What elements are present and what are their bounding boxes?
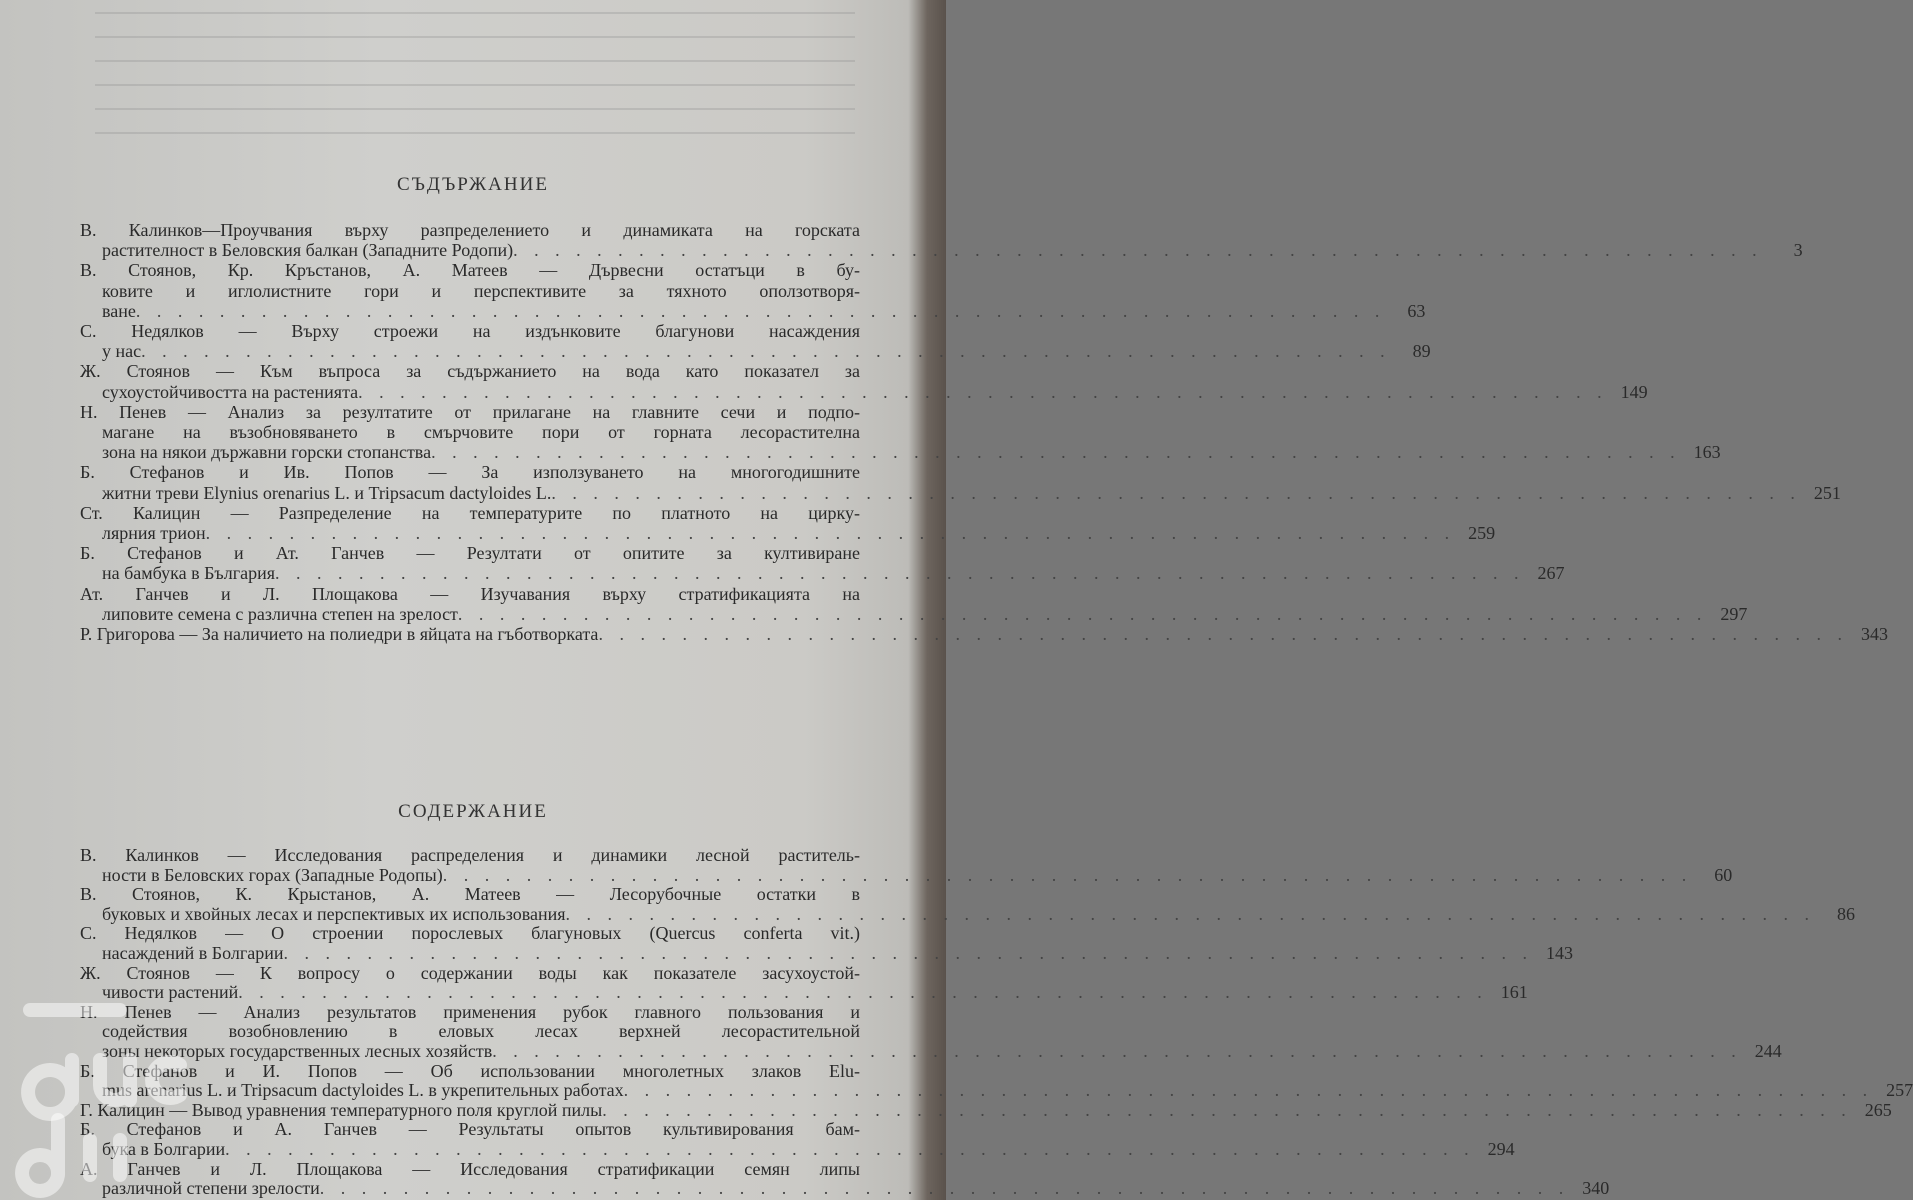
toc-entry-text: зона на някои държавни горски стопанства: [102, 442, 432, 463]
dot-leader: . . . . . . . . . . . . . . . . . . . . . . . . . . . . . . . . . . . . . . . . . . . . . . . . . . . . . . . . . . . .: [283, 942, 1534, 963]
toc-page-number: 89: [1412, 341, 1431, 362]
toc-entry-line: [80, 462, 860, 482]
dot-leader: . . . . . . . . . . . . . . . . . . . . . . . . . . . . . . . . . . . . . . . . . . . . . . . . . . . . . . . . . . . .: [565, 903, 1815, 924]
toc-page-number: 86: [1837, 903, 1855, 924]
toc-entry-text: Г. Калицин — Вывод уравнения температурного поля круглой пилы: [80, 1099, 603, 1120]
toc-entry-line: [80, 1099, 1892, 1121]
dot-leader: . . . . . . . . . . . . . . . . . . . . . . . . . . . . . . . . . . . . . . . . . . . . . . . . . . . . . . . . . . . .: [623, 1080, 1874, 1101]
toc-entry-line: [80, 563, 1565, 584]
toc-entry[interactable]: [80, 1099, 1892, 1121]
toc-entry-text: житни треви Elynius orenarius L. и Tripsacum dactyloides L.: [102, 482, 552, 503]
bleed-through-line: [95, 36, 855, 38]
toc-entry-line: [80, 982, 1528, 1003]
toc-entry-line: [80, 503, 860, 523]
toc-entry-line: [80, 1003, 860, 1023]
toc-entry-text: зоны некоторых государственных лесных хозяйств: [102, 1040, 493, 1061]
dot-leader: . . . . . . . . . . . . . . . . . . . . . . . . . . . . . . . . . . . . . . . . . . . . . . . . . . . . . . . . . . . .: [598, 624, 1848, 645]
dot-leader: . . . . . . . . . . . . . . . . . . . . . . . . . . . . . . . . . . . . . . . . . . . . . . . . . . . . . . . . . . . .: [513, 240, 1763, 261]
toc-entry-line: [80, 300, 1426, 321]
toc-entry-line: [80, 523, 1496, 544]
toc-entry-text: Ж. Стоянов — К вопросу о содержании воды как показателе засухоустой-: [80, 962, 860, 983]
toc-entry-line: [80, 964, 860, 984]
toc-entry[interactable]: [80, 220, 1803, 261]
toc-entry-text: ковите и иглолистните гори и перспективите за тяхното оползотворя-: [102, 280, 860, 301]
toc-entry[interactable]: [80, 923, 1574, 963]
toc-entry[interactable]: [80, 361, 1648, 402]
toc-entry-line: [80, 422, 860, 442]
toc-page-number: 251: [1813, 482, 1841, 503]
toc-page-number: 161: [1500, 982, 1528, 1003]
bulgarian-toc-heading: СЪДЪРЖАНИЕ: [397, 174, 549, 195]
toc-entry-line: [80, 321, 860, 341]
toc-entry[interactable]: [80, 962, 1528, 1003]
russian-toc: [80, 845, 1913, 1199]
toc-entry-line: [80, 402, 860, 422]
toc-entry[interactable]: [80, 401, 1721, 463]
dot-leader: . . . . . . . . . . . . . . . . . . . . . . . . . . . . . . . . . . . . . . . . . . . . . . . . . . . . . . . . . . . .: [238, 982, 1488, 1003]
toc-entry-text: сухоустойчивостта на растенията: [102, 381, 359, 402]
toc-entry-line: [80, 903, 1855, 925]
toc-entry[interactable]: [80, 624, 1888, 645]
toc-entry[interactable]: [80, 845, 1733, 885]
toc-entry[interactable]: [80, 321, 1431, 362]
toc-page-number: 294: [1487, 1138, 1515, 1159]
toc-entry-text: у нас: [102, 341, 142, 362]
toc-entry-text: ване: [102, 300, 136, 321]
toc-entry[interactable]: [80, 884, 1855, 924]
dot-leader: . . . . . . . . . . . . . . . . . . . . . . . . . . . . . . . . . . . . . . . . . . . . . . . . . . . . . . . . . . . .: [358, 381, 1608, 402]
toc-entry-text: Б. Стефанов и Ат. Ганчев — Резултати от опитите за култивиране: [80, 543, 860, 564]
toc-entry[interactable]: [80, 583, 1748, 624]
toc-entry-line: [80, 341, 1431, 362]
toc-entry-line: [80, 624, 1888, 645]
bleed-through-line: [95, 60, 855, 62]
toc-entry-text: С. Недялков — О строении порослевых благуновых (Quercus conferta vit.): [80, 923, 860, 944]
toc-page-number: 267: [1537, 563, 1565, 584]
dot-leader: . . . . . . . . . . . . . . . . . . . . . . . . . . . . . . . . . . . . . . . . . . . . . . . . . . . . . . . . . . . .: [275, 563, 1525, 584]
toc-entry-line: [80, 603, 1748, 624]
toc-entry-line: [80, 220, 860, 240]
toc-entry-text: Н. Пенев — Анализ за резултатите от прилагане на главните сечи и подпо-: [80, 401, 860, 422]
toc-entry-line: [80, 942, 1574, 964]
toc-entry-text: С. Недялков — Върху строежи на издънковите благунови насаждения: [80, 321, 860, 342]
toc-entry-line: [80, 1160, 860, 1180]
toc-entry-text: Б. Стефанов и А. Ганчев — Результаты опытов культивирования бам-: [80, 1119, 860, 1140]
dot-leader: . . . . . . . . . . . . . . . . . . . . . . . . . . . . . . . . . . . . . . . . . . . . . . . . . . . . . . . . . . . .: [135, 300, 1386, 321]
bleed-through-line: [95, 108, 855, 110]
toc-page-number: 163: [1693, 442, 1721, 463]
dot-leader: . . . . . . . . . . . . . . . . . . . . . . . . . . . . . . . . . . . . . . . . . . . . . . . . . . . . . . . . . . . .: [492, 1040, 1742, 1061]
toc-entry-text: Р. Григорова — За наличието на полиедри в яйцата на гъботворката: [80, 624, 599, 645]
toc-entry[interactable]: [80, 1119, 1515, 1159]
toc-entry[interactable]: [80, 543, 1565, 584]
toc-page-number: 265: [1864, 1099, 1892, 1120]
toc-entry-line: [80, 281, 860, 301]
bleed-through-line: [95, 12, 855, 14]
dot-leader: . . . . . . . . . . . . . . . . . . . . . . . . . . . . . . . . . . . . . . . . . . . . . . . . . . . . . . . . . . . .: [431, 442, 1681, 463]
dot-leader: . . . . . . . . . . . . . . . . . . . . . . . . . . . . . . . . . . . . . . . . . . . . . . . . . . . . . . . . . . . .: [602, 1099, 1852, 1120]
toc-entry-text: насаждений в Болгарии: [102, 942, 284, 963]
dot-leader: . . . . . . . . . . . . . . . . . . . . . . . . . . . . . . . . . . . . . . . . . . . . . . . . . . . . . . . . . . . .: [225, 1138, 1475, 1159]
dot-leader: . . . . . . . . . . . . . . . . . . . . . . . . . . . . . . . . . . . . . . . . . . . . . . . . . . . . . . . . . . . .: [457, 603, 1708, 624]
toc-page-number: 149: [1620, 381, 1648, 402]
toc-entry-text: В. Стоянов, Кр. Кръстанов, А. Матеев — Дървесни остатъци в бу-: [80, 260, 860, 281]
toc-entry[interactable]: [80, 462, 1841, 503]
toc-page-number: 63: [1407, 300, 1426, 321]
bulgarian-toc: [80, 220, 1888, 645]
toc-entry-text: чивости растений: [102, 982, 239, 1003]
toc-entry[interactable]: [80, 1060, 1913, 1101]
toc-entry-line: [80, 885, 860, 905]
toc-entry-text: mus arenarius L. и Tripsacum dactyloides L. в укрепительных работах: [102, 1080, 624, 1101]
toc-entry-line: [80, 482, 1841, 503]
toc-entry-line: [80, 1120, 860, 1140]
toc-entry-text: содействия возобновлению в еловых лесах верхней лесорастительной: [102, 1021, 860, 1042]
bleed-through-line: [95, 84, 855, 86]
toc-entry-text: А. Ганчев и Л. Площакова — Исследования стратификации семян липы: [80, 1158, 860, 1179]
toc-entry-text: Б. Стефанов и И. Попов — Об использовании многолетных злаков Elu-: [80, 1060, 860, 1081]
toc-entry-line: [80, 1040, 1782, 1062]
dot-leader: . . . . . . . . . . . . . . . . . . . . . . . . . . . . . . . . . . . . . . . . . . . . . . . . . . . . . . . . . . . .: [319, 1178, 1570, 1199]
toc-entry-text: Н. Пенев — Анализ результатов применения рубок главного пользования и: [80, 1001, 860, 1022]
toc-entry-text: бука в Болгарии: [102, 1138, 226, 1159]
toc-entry-text: Ж. Стоянов — Към въпроса за съдържанието на вода като показател за: [80, 361, 860, 382]
toc-entry-line: [80, 584, 860, 604]
toc-page-number: 340: [1582, 1178, 1610, 1199]
toc-entry[interactable]: [80, 1158, 1610, 1199]
toc-page-number: 244: [1754, 1040, 1782, 1061]
toc-page-number: 343: [1860, 624, 1888, 645]
dot-leader: . . . . . . . . . . . . . . . . . . . . . . . . . . . . . . . . . . . . . . . . . . . . . . . . . . . . . . . . . . . .: [551, 482, 1801, 503]
toc-entry-line: [80, 1138, 1515, 1160]
toc-page-number: 60: [1714, 864, 1733, 885]
toc-entry-text: Ст. Калицин — Разпределение на температурите по платното на цирку-: [80, 502, 860, 523]
toc-entry[interactable]: [80, 260, 1426, 321]
toc-page-number: 259: [1468, 523, 1496, 544]
toc-page-number: 3: [1793, 240, 1803, 261]
toc-entry-line: [80, 864, 1733, 886]
toc-entry-text: буковых и хвойных лесах и перспективых их использования: [102, 903, 566, 924]
toc-entry-text: Б. Стефанов и Ив. Попов — За използуването на многогодишните: [80, 462, 860, 483]
toc-entry-text: В. Стоянов, К. Крыстанов, А. Матеев — Лесорубочные остатки в: [80, 884, 860, 905]
toc-page-number: 257: [1886, 1080, 1913, 1101]
toc-entry-line: [80, 1080, 1913, 1101]
toc-entry-text: лярния трион: [102, 523, 206, 544]
toc-entry-line: [80, 846, 860, 866]
toc-page-number: 297: [1720, 603, 1748, 624]
toc-entry-line: [80, 924, 860, 944]
dot-leader: . . . . . . . . . . . . . . . . . . . . . . . . . . . . . . . . . . . . . . . . . . . . . . . . . . . . . . . . . . . .: [141, 341, 1391, 362]
toc-entry-text: магане на възобновяването в смърчовите пори от горната лесорастителна: [102, 422, 860, 443]
toc-entry[interactable]: [80, 502, 1496, 544]
toc-entry-text: растителност в Беловския балкан (Западните Родопи): [102, 240, 514, 261]
toc-entry-text: липовите семена с различна степен на зрелост: [102, 603, 458, 624]
russian-toc-heading: СОДЕРЖАНИЕ: [398, 801, 548, 822]
toc-entry-text: В. Калинков—Проучвания върху разпределението и динамиката на горската: [80, 220, 860, 240]
toc-entry-text: на бамбука в България: [102, 563, 276, 584]
toc-entry-line: [80, 240, 1803, 261]
toc-entry-line: [80, 1062, 860, 1082]
toc-entry-line: [80, 260, 860, 280]
toc-entry-text: ности в Беловских горах (Западные Родопы): [102, 864, 443, 885]
bleed-through-line: [95, 132, 855, 134]
toc-entry[interactable]: [80, 1001, 1782, 1062]
dot-leader: . . . . . . . . . . . . . . . . . . . . . . . . . . . . . . . . . . . . . . . . . . . . . . . . . . . . . . . . . . . .: [442, 864, 1693, 885]
toc-entry-line: [80, 381, 1648, 402]
toc-entry-text: Ат. Ганчев и Л. Площакова — Изучавания върху стратификацията на: [80, 583, 860, 604]
toc-page-number: 143: [1546, 942, 1574, 963]
toc-entry-line: [80, 442, 1721, 463]
toc-entry-text: различной степени зрелости: [102, 1178, 320, 1199]
toc-entry-line: [80, 1022, 860, 1042]
toc-entry-line: [80, 361, 860, 381]
toc-entry-line: [80, 543, 860, 563]
toc-entry-text: В. Калинков — Исследования распределения и динамики лесной раститель-: [80, 845, 860, 865]
toc-entry-line: [80, 1178, 1610, 1199]
dot-leader: . . . . . . . . . . . . . . . . . . . . . . . . . . . . . . . . . . . . . . . . . . . . . . . . . . . . . . . . . . . .: [205, 523, 1456, 544]
